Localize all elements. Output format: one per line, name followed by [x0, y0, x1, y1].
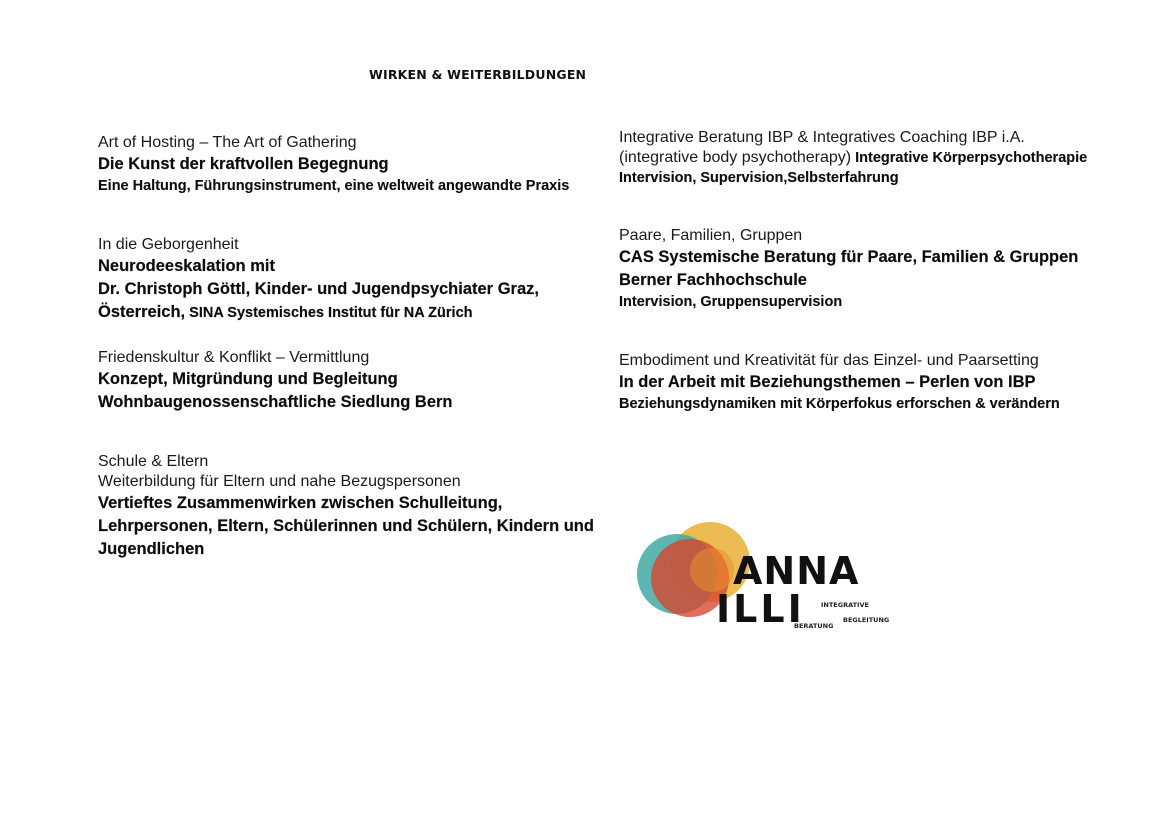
section-subtitle: Die Kunst der kraftvollen Begegnung [98, 155, 389, 173]
section-line-mixed [98, 301, 539, 325]
section-friedenskultur [98, 348, 453, 414]
section-heading: Integrative Beratung IBP & Integratives Coaching IBP i.A. [619, 129, 1025, 146]
anna-illi-logo [632, 518, 892, 636]
institute-name: SINA Systemisches Institut für NA Zürich [185, 305, 473, 321]
section-heading: Schule & Eltern [98, 453, 209, 470]
section-ibp [619, 128, 1087, 187]
section-line: (integrative body psychotherapy) [619, 149, 852, 166]
section-line: Lehrpersonen, Eltern, Schülerinnen und Schülern, Kindern und [98, 517, 594, 535]
section-geborgenheit [98, 235, 539, 325]
logo-word-anna: ANNA [733, 549, 860, 593]
section-note: Intervision, Supervision,Selbsterfahrung [619, 170, 899, 186]
section-line-mixed [619, 148, 1087, 169]
section-heading: Paare, Familien, Gruppen [619, 227, 803, 244]
section-line: Berner Fachhochschule [619, 271, 807, 289]
section-line: Dr. Christoph Göttl, Kinder- und Jugendpsychiater Graz, [98, 280, 539, 298]
section-note: Eine Haltung, Führungsinstrument, eine weltweit angewandte Praxis [98, 178, 570, 194]
section-line: Vertieftes Zusammenwirken zwischen Schulleitung, [98, 494, 503, 512]
section-cas [619, 226, 1078, 313]
section-art-of-hosting [98, 133, 569, 197]
section-line: In der Arbeit mit Beziehungsthemen – Perlen von IBP [619, 373, 1036, 391]
section-schule-eltern [98, 452, 594, 561]
section-heading: Friedenskultur & Konflikt – Vermittlung [98, 349, 370, 366]
section-line: CAS Systemische Beratung für Paare, Familien & Gruppen [619, 248, 1079, 266]
section-line: Wohnbaugenossenschaftliche Siedlung Bern [98, 393, 453, 411]
section-line: Jugendlichen [98, 540, 205, 558]
section-heading: Art of Hosting – The Art of Gathering [98, 134, 357, 151]
section-note: Intervision, Gruppensupervision [619, 294, 843, 310]
section-note: Beziehungsdynamiken mit Körperfokus erforschen & verändern [619, 396, 1060, 412]
logo-tag-begleitung: BEGLEITUNG [843, 616, 890, 624]
page-title: WIRKEN & WEITERBILDUNGEN [369, 67, 587, 82]
section-heading: Embodiment und Kreativität für das Einzel- und Paarsetting [619, 352, 1039, 369]
section-line-bold: Integrative Körperpsychotherapie [851, 150, 1088, 166]
section-line: Österreich, [98, 303, 186, 321]
section-line: Neurodeeskalation mit [98, 257, 275, 275]
logo-word-illi: ILLI [716, 587, 805, 631]
section-subheading: Weiterbildung für Eltern und nahe Bezugspersonen [98, 473, 461, 490]
logo-tag-integrative: INTEGRATIVE [821, 601, 869, 609]
section-embodiment [619, 351, 1060, 415]
logo-circle-orange [690, 548, 734, 592]
logo-tag-beratung: BERATUNG [794, 622, 834, 630]
section-line: Konzept, Mitgründung und Begleitung [98, 370, 398, 388]
section-heading: In die Geborgenheit [98, 236, 239, 253]
